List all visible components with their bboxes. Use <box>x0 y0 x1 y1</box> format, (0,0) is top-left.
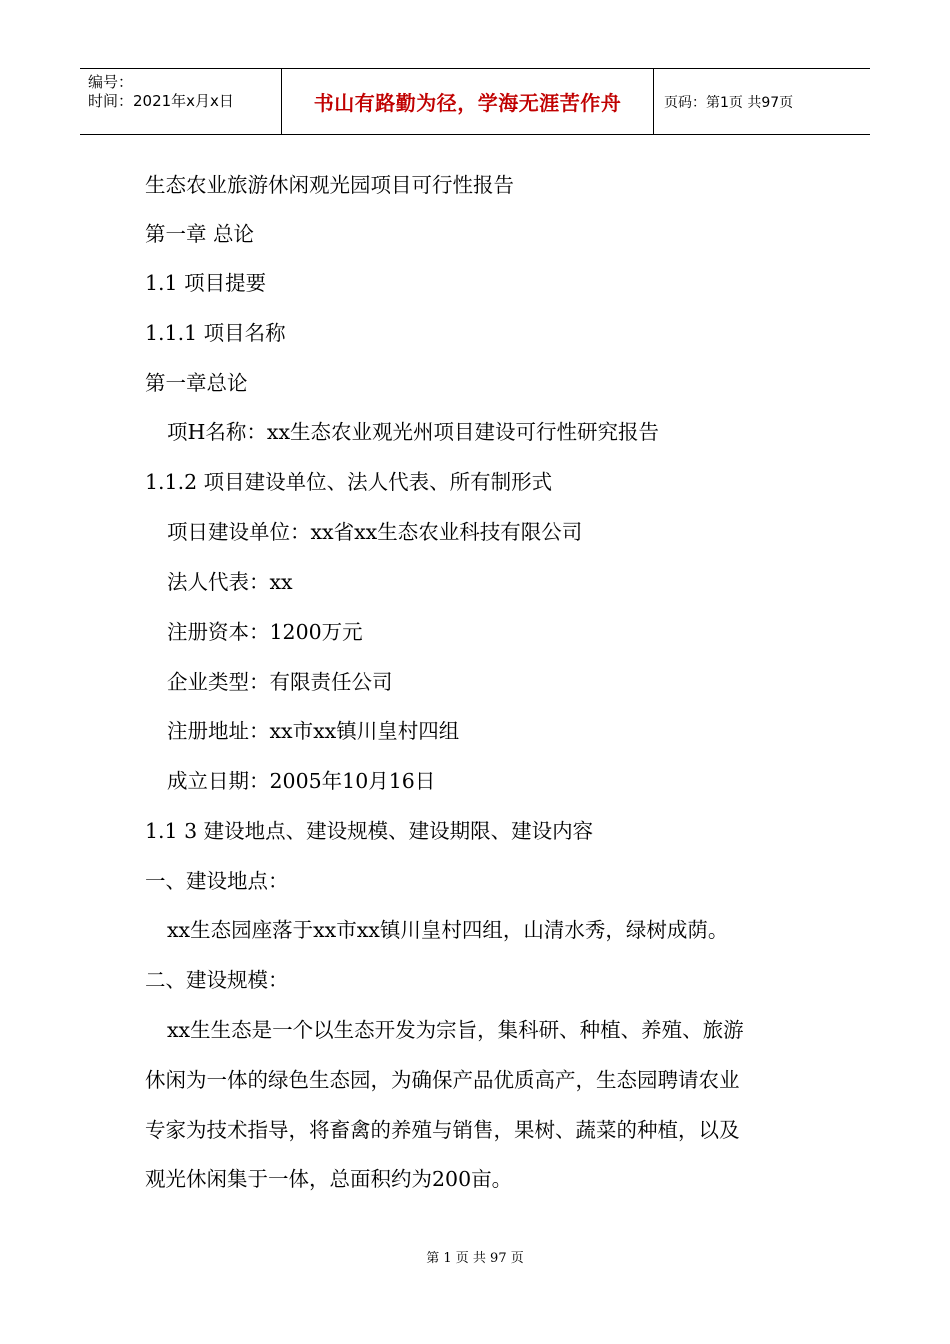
project-name-line: 项H名称：xx生态农业观光州项目建设可行性研究报告 <box>167 420 659 444</box>
list-heading: 一、建设地点： <box>145 869 289 893</box>
paragraph-line: xx生态园座落于xx市xx镇川皇村四组，山清水秀，绿树成荫。 <box>167 918 729 942</box>
footer-page-number: 第 1 页 共 97 页 <box>426 1251 524 1266</box>
construction-unit-line: 项日建设单位：xx省xx生态农业科技有限公司 <box>167 520 583 544</box>
page-header <box>80 68 870 135</box>
paragraph-line: 休闲为一体的绿色生态园，为确保产品优质高产，生态园聘请农业 <box>145 1068 740 1092</box>
paragraph-line: xx生生态是一个以生态开发为宗旨，集科研、种植、养殖、旅游 <box>167 1018 744 1042</box>
page-footer <box>0 1247 950 1266</box>
section-heading: 1.1 项目提要 <box>145 271 267 295</box>
paragraph-line: 专家为技术指导，将畜禽的养殖与销售，果树、蔬菜的种植，以及 <box>145 1118 740 1142</box>
header-motto-cell <box>282 69 654 134</box>
header-motto: 书山有路勤为径，学海无涯苦作舟 <box>313 91 622 115</box>
document-time-label: 时间：2021年x月x日 <box>88 92 234 110</box>
document-number-label: 编号： <box>88 73 134 91</box>
subsection-heading: 1.1.1 项目名称 <box>145 321 286 345</box>
company-type-line: 企业类型：有限责任公司 <box>167 670 393 694</box>
header-page-info: 页码：第1页 共97页 <box>664 94 794 111</box>
document-title: 生态农业旅游休闲观光园项目可行性报告 <box>145 173 514 197</box>
chapter-heading-repeat: 第一章总论 <box>145 371 248 395</box>
chapter-heading: 第一章 总论 <box>145 222 255 246</box>
subsection-heading: 1.1.2 项目建设单位、法人代表、所有制形式 <box>145 470 553 494</box>
paragraph-line: 观光休闲集于一体，总面积约为200亩。 <box>145 1167 513 1191</box>
established-date-line: 成立日期：2005年10月16日 <box>167 769 436 793</box>
header-meta-cell <box>80 69 282 134</box>
legal-rep-line: 法人代表：xx <box>167 570 293 594</box>
registered-capital-line: 注册资本：1200万元 <box>167 620 363 644</box>
list-heading: 二、建设规模： <box>145 968 289 992</box>
subsection-heading: 1.1 3 建设地点、建设规模、建设期限、建设内容 <box>145 819 594 843</box>
header-page-cell <box>654 69 870 134</box>
registered-address-line: 注册地址：xx市xx镇川皇村四组 <box>167 719 460 743</box>
